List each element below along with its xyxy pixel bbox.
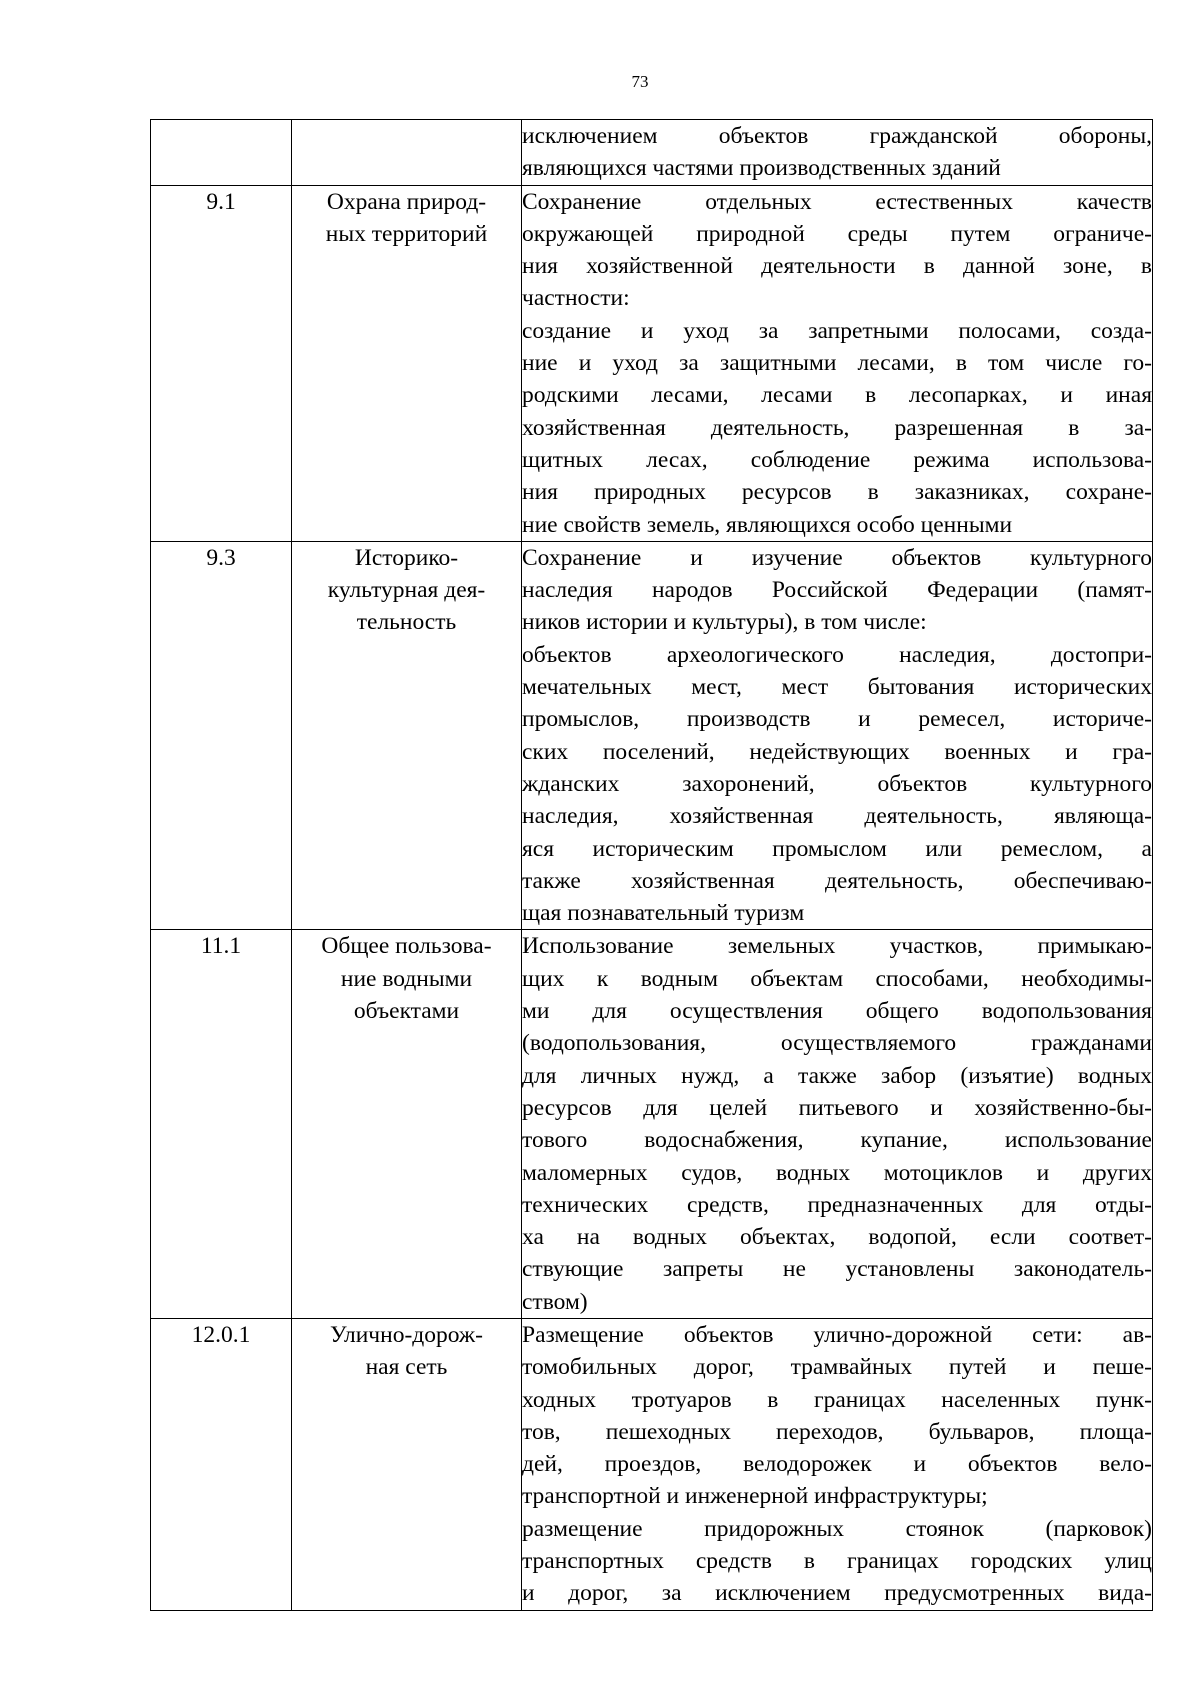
description-line: хозяйственная деятельность, разрешенная в за- (522, 414, 1152, 441)
page-number: 73 (631, 72, 649, 91)
row-description (522, 1318, 1153, 1610)
description-line: ха на водных объектах, водопой, если соответ- (522, 1224, 1152, 1251)
description-line: ствующие запреты не установлены законодатель- (522, 1256, 1152, 1283)
description-line: Размещение объектов улично-дорожной сети: ав- (522, 1321, 1152, 1348)
description-line: тового водоснабжения, купание, использование (522, 1127, 1152, 1154)
description-line: ние свойств земель, являющихся особо ценными (522, 511, 1013, 538)
row-code: 9.1 (151, 185, 292, 541)
description-line: и дорог, за исключением предусмотренных вида- (522, 1580, 1152, 1607)
description-line: Сохранение отдельных естественных качеств (522, 188, 1152, 215)
name-line: Охрана природ- (326, 188, 487, 215)
name-line: тельность (356, 609, 457, 636)
description-line: (водопользования, осуществляемого гражданами (522, 1030, 1152, 1057)
description-line: тов, пешеходных переходов, бульваров, площа- (522, 1418, 1152, 1445)
name-line: ние водными (340, 965, 473, 992)
description-line: также хозяйственная деятельность, обеспечиваю- (522, 867, 1152, 894)
description-line: объектов археологического наследия, достопри- (522, 641, 1152, 668)
row-name (292, 1318, 522, 1610)
row-code: 9.3 (151, 541, 292, 930)
description-line: наследия, хозяйственная деятельность, являюща- (522, 803, 1152, 830)
row-code: 11.1 (151, 930, 292, 1319)
row-description (522, 930, 1153, 1319)
description-line: ресурсов для целей питьевого и хозяйственно-бы- (522, 1094, 1152, 1121)
description-line: являющихся частями производственных зданий (522, 155, 1001, 182)
description-line: щих к водным объектам способами, необходимы- (522, 965, 1152, 992)
description-line: наследия народов Российской Федерации (памят- (522, 577, 1152, 604)
description-line: мечательных мест, мест бытования исторических (522, 674, 1152, 701)
description-line: транспортной и инженерной инфраструктуры; (522, 1483, 988, 1510)
description-line: ников истории и культуры), в том числе: (522, 609, 927, 636)
description-line: Использование земельных участков, примыкаю- (522, 933, 1152, 960)
table-row (151, 120, 1153, 186)
description-line: родскими лесами, лесами в лесопарках, и иная (522, 382, 1152, 409)
description-line: ния хозяйственной деятельности в данной зоне, в (522, 253, 1152, 280)
name-line: Историко- (354, 544, 459, 571)
description-line: размещение придорожных стоянок (парковок) (522, 1515, 1152, 1542)
name-line: Общее пользова- (321, 933, 492, 960)
table-body (151, 120, 1153, 1611)
description-line: яся историческим промыслом или ремеслом, а (522, 835, 1152, 862)
description-line: частности: (522, 285, 630, 312)
description-line: транспортных средств в границах городских улиц (522, 1548, 1152, 1575)
table-row (151, 185, 1153, 541)
row-name (292, 541, 522, 930)
description-line: щитных лесах, соблюдение режима использова- (522, 446, 1152, 473)
land-use-table (150, 119, 1153, 1611)
row-name (292, 185, 522, 541)
description-line: ством) (522, 1288, 588, 1315)
description-line: промыслов, производств и ремесел, историче- (522, 706, 1152, 733)
row-code (151, 120, 292, 186)
description-line: томобильных дорог, трамвайных путей и пеше- (522, 1354, 1152, 1381)
description-line: жданских захоронений, объектов культурного (522, 770, 1152, 797)
row-code: 12.0.1 (151, 1318, 292, 1610)
row-name (292, 120, 522, 186)
description-line: маломерных судов, водных мотоциклов и других (522, 1159, 1152, 1186)
name-line: Улично-дорож- (330, 1321, 483, 1348)
row-name (292, 930, 522, 1319)
row-description (522, 541, 1153, 930)
name-line: ная сеть (365, 1354, 448, 1381)
description-line: для личных нужд, а также забор (изъятие) водных (522, 1062, 1152, 1089)
row-description (522, 185, 1153, 541)
name-line: объектами (353, 998, 460, 1025)
table-row (151, 541, 1153, 930)
description-line: ходных тротуаров в границах населенных пунк- (522, 1386, 1152, 1413)
description-line: исключением объектов гражданской обороны, (522, 123, 1152, 149)
table-row (151, 1318, 1153, 1610)
description-line: технических средств, предназначенных для отды- (522, 1191, 1152, 1218)
description-line: щая познавательный туризм (522, 900, 805, 927)
name-line: ных территорий (325, 220, 488, 247)
row-description (522, 120, 1153, 186)
description-line: ния природных ресурсов в заказниках, сохране- (522, 479, 1152, 506)
table-row (151, 930, 1153, 1319)
description-line: окружающей природной среды путем ограниче- (522, 220, 1152, 247)
description-line: ских поселений, недействующих военных и гра- (522, 738, 1152, 765)
description-line: ние и уход за защитными лесами, в том числе го- (522, 350, 1152, 377)
description-line: создание и уход за запретными полосами, созда- (522, 317, 1152, 344)
name-line: культурная дея- (327, 577, 486, 604)
description-line: Сохранение и изучение объектов культурного (522, 544, 1152, 571)
description-line: ми для осуществления общего водопользования (522, 998, 1152, 1025)
description-line: дей, проездов, велодорожек и объектов вело- (522, 1451, 1152, 1478)
